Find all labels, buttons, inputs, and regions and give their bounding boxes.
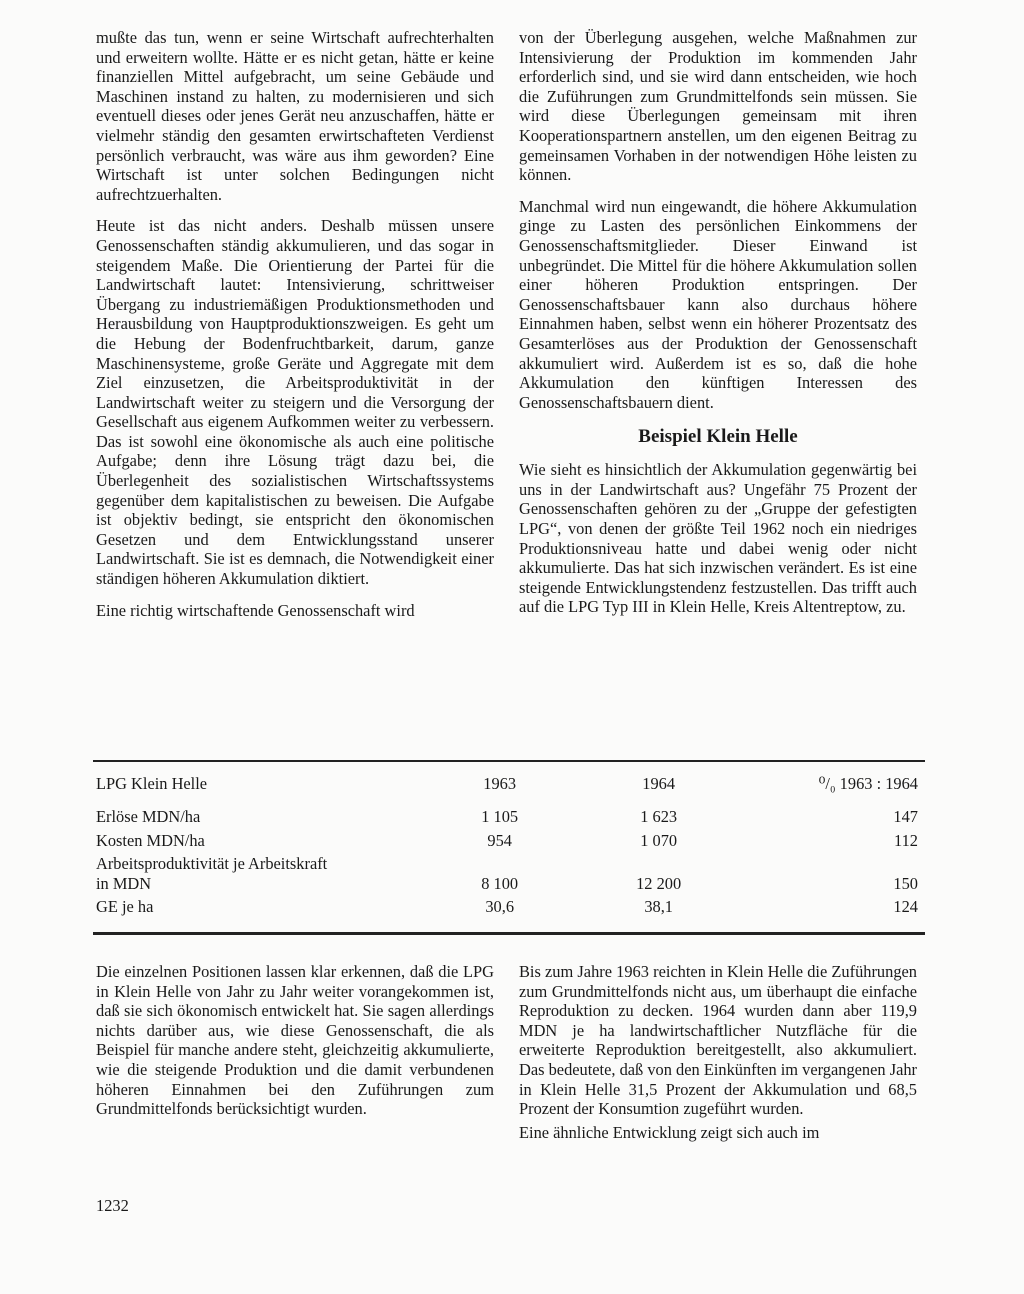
column-left-top xyxy=(96,28,494,632)
section-heading: Beispiel Klein Helle xyxy=(638,426,798,448)
table-top-rule xyxy=(93,760,925,762)
table-cell: 1 623 xyxy=(640,807,678,827)
column-header: 1963 xyxy=(483,774,517,793)
table-cell: 12 200 xyxy=(636,873,682,893)
paragraph: Bis zum Jahre 1963 reichten in Klein Helle die Zuführungen zum Grundmittelfonds nicht aus, um überhaupt die einfache Reproduktion zu decken. 1964 wurden dann aber 119,9 MDN je ha landwirtschaftlicher Nutzfläche für die erweiterte Reproduktion bereitgestellt, also akkumuliert. Das bedeutete, daß von den Einkünften im vergangenen Jahr in Klein Helle 31,5 Prozent der Akkumulation und 68,5 Prozent der Konsumtion zugeführt wurden. xyxy=(519,962,917,1119)
column-header: 1964 xyxy=(642,774,676,793)
table-cell: Arbeitsproduktivität je Arbeitskraft in MDN xyxy=(96,854,328,893)
paragraph: von der Überlegung ausgehen, welche Maßnahmen zur Intensivierung der Produktion im kommenden Jahr erforderlich sind, und sie wird dann entscheiden, wie hoch die Zuführungen zum Grundmittelfonds sein müssen. Sie wird diese Überlegungen gemeinsam mit ihren Kooperationspartnern anstellen, um den eigenen Beitrag zu gemeinsamen Vorhaben in der notwendigen Höhe leisten zu können. xyxy=(519,28,917,185)
table-cell: 954 xyxy=(487,830,512,850)
table-row xyxy=(96,805,922,828)
table-cell: 30,6 xyxy=(485,897,515,917)
table-bottom-rule xyxy=(93,932,925,935)
table-cell: 1 070 xyxy=(640,830,678,850)
paragraph: Manchmal wird nun eingewandt, die höhere Akkumulation ginge zu Lasten des persönlichen Einkommens der Genossenschaftsmitglieder. Dieser Einwand ist unbegründet. Die Mittel für die höhere Akkumulation sollen einer höheren Produktion entspringen. Der Genossenschaftsbauer kann also durchaus höhere Einnahmen haben, selbst wenn ein höherer Prozentsatz des Gesamterlöses aus der Produktion der Genossenschaft akkumuliert wird. Außerdem ist es so, daß die hohe Akkumulation den künftigen Interessen des Genossenschaftsbauern dient. xyxy=(519,196,917,412)
column-right-bottom xyxy=(519,962,917,1154)
table-row xyxy=(96,829,922,852)
paragraph: Die einzelnen Positionen lassen klar erkennen, daß die LPG in Klein Helle von Jahr zu Jahr weiter vorangekommen ist, daß sie sich ökonomisch entwickelt hat. Sie sagen allerdings nichts darüber aus, wie diese Genossenschaft, die als Beispiel für manche andere steht, gleichzeitig akkumulierte, wie die steigende Produktion und die damit verbundenen höheren Einnahmen bei den Zuführungen zum Grundmittelfonds berücksichtigt wurden. xyxy=(96,962,494,1119)
table-cell: 38,1 xyxy=(644,897,673,917)
paragraph: mußte das tun, wenn er seine Wirtschaft aufrechterhalten und erweitern wollte. Hätte er es nicht getan, hätte er keine finanziellen Mittel aufgebracht, um seine Gebäude und Maschinen instand zu halten, zu modernisieren und sich eventuell dieses oder jenes Gerät neu anzuschaffen, hätte er vielmehr ständig den gesamten erwirtschafteten Verdienst persönlich verbraucht, was wäre aus ihm geworden? Eine Wirtschaft ist unter solchen Bedingungen nicht aufrechtzuerhalten. xyxy=(96,28,494,204)
table-cell: 147 xyxy=(893,807,918,827)
paragraph: Eine richtig wirtschaftende Genossenschaft wird xyxy=(96,600,415,620)
table-cell: GE je ha xyxy=(96,897,154,917)
table-cell: 124 xyxy=(893,897,918,917)
column-header: LPG Klein Helle xyxy=(96,774,208,793)
lpg-comparison-table xyxy=(96,774,922,918)
table-cell: Erlöse MDN/ha xyxy=(96,807,201,827)
paragraph: Eine ähnliche Entwicklung zeigt sich auch im xyxy=(519,1122,820,1142)
table-cell: 150 xyxy=(893,873,918,893)
paragraph: Heute ist das nicht anders. Deshalb müssen unsere Genossenschaften ständig akkumulieren, und das sogar in steigendem Maße. Die Orientierung der Partei für die Landwirtschaft lautet: Intensivierung, schrittweiser Übergang zu industriemäßigen Produktionsmethoden und Herausbildung von Hauptproduktionszweigen. Es geht um die Hebung der Bodenfruchtbarkeit, darum, ganze Maschinensysteme, große Geräte und Aggregate mit dem Ziel einzusetzen, die Arbeitsproduktivität in der Landwirtschaft weiter zu steigern und die Versorgung der Gesellschaft aus eigenem Aufkommen weiter zu verbessern. Das ist sowohl eine ökonomische als auch eine politische Aufgabe; denn ihre Lösung trägt dazu bei, die Überlegenheit des sozialistischen Wirtschaftssystems gegenüber dem kapitalistischen zu beweisen. Die Aufgabe ist objektiv bedingt, sie entspricht den ökonomischen Gesetzen und dem Entwicklungsstand unserer Landwirtschaft. Sie ist es demnach, die Notwendigkeit einer ständigen höheren Akkumulation diktiert. xyxy=(96,216,494,589)
column-header: ⁰/₀ 1963 : 1964 xyxy=(818,774,918,793)
table-header-row xyxy=(96,774,922,805)
paragraph: Wie sieht es hinsichtlich der Akkumulation gegenwärtig bei uns in der Landwirtschaft aus? Ungefähr 75 Prozent der Genossenschaften gehören zu der „Gruppe der gefestigten LPG“, von denen der größte Teil 1962 noch ein niedriges Produktionsniveau hatte und dabei wenig oder nicht akkumulierte. Das hat sich inzwischen verändert. Es ist eine steigende Entwicklungstendenz festzustellen. Das trifft auch auf die LPG Typ III in Klein Helle, Kreis Altentreptow, zu. xyxy=(519,460,917,617)
table-row xyxy=(96,895,922,918)
column-left-bottom xyxy=(96,962,494,1131)
table-cell: 112 xyxy=(894,830,918,850)
table-cell: Kosten MDN/ha xyxy=(96,830,205,850)
page-number: 1232 xyxy=(96,1196,129,1215)
column-right-top xyxy=(519,28,917,629)
table-cell: 8 100 xyxy=(481,873,519,893)
table-cell: 1 105 xyxy=(481,807,519,827)
table-row xyxy=(96,852,922,895)
